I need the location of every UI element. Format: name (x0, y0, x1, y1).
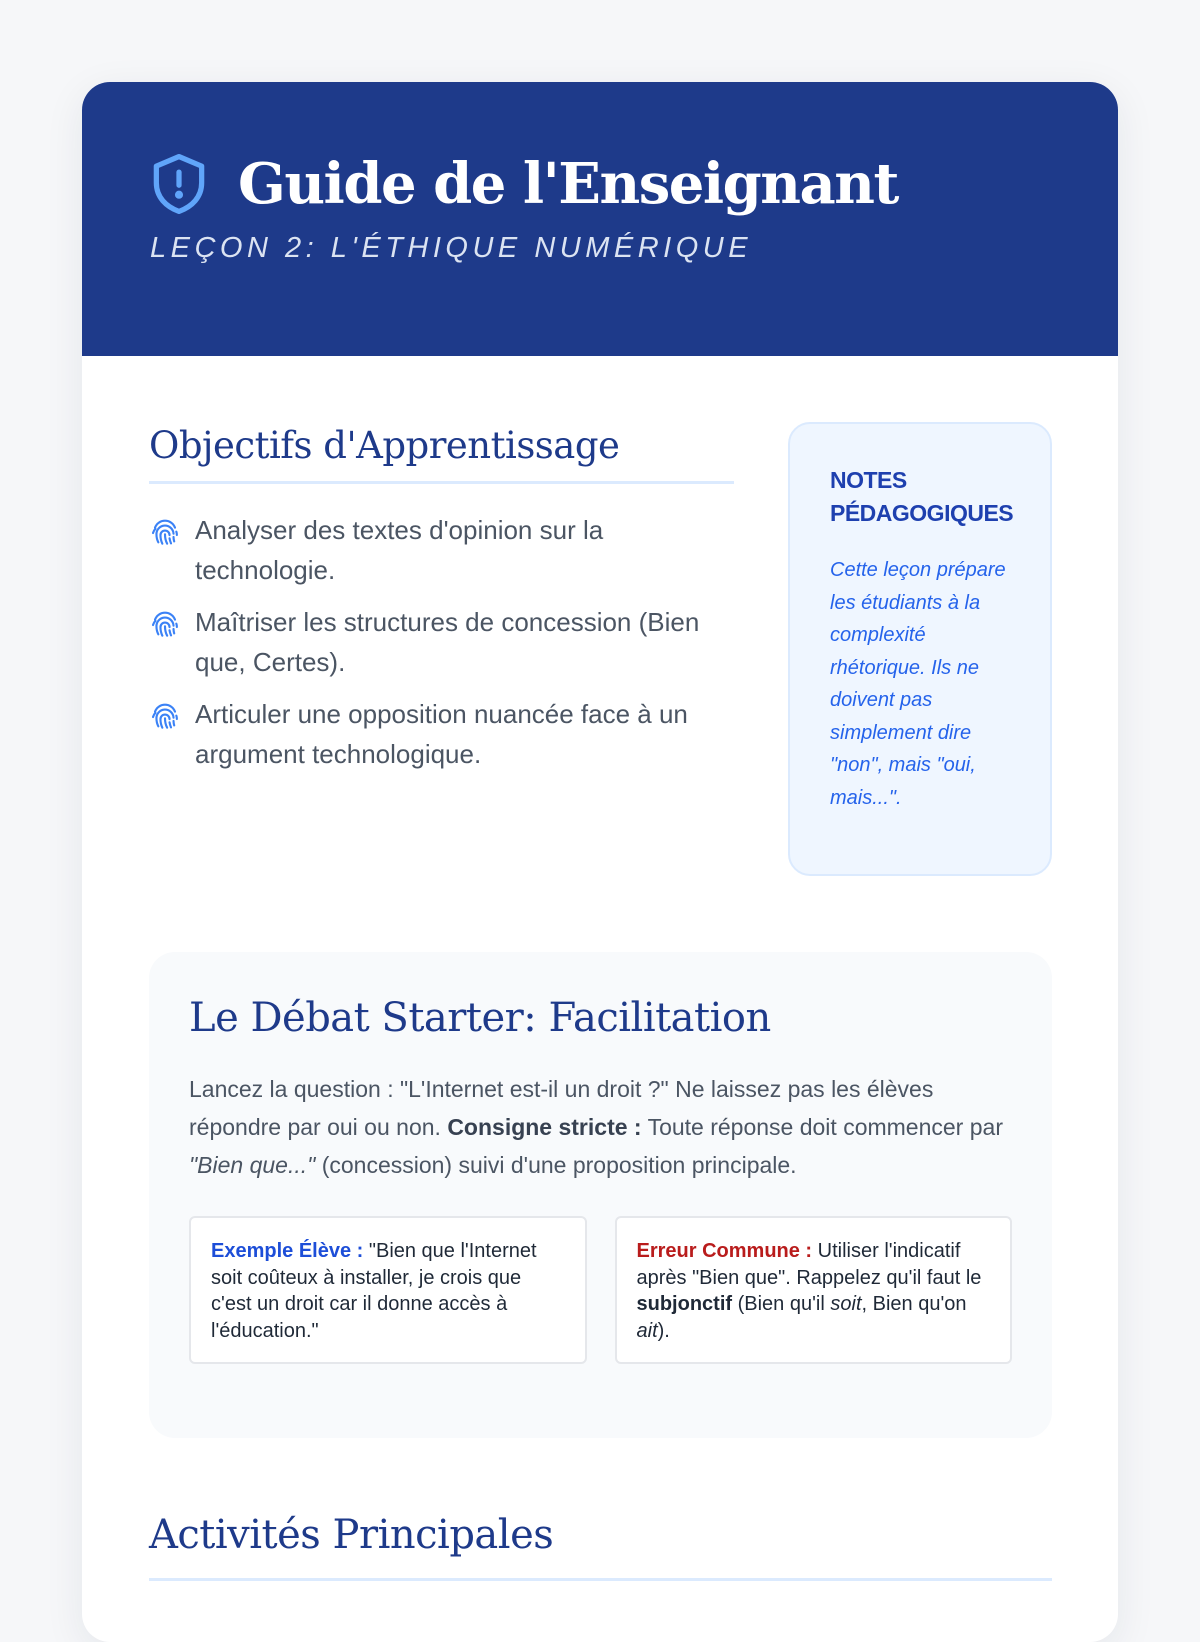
list-item (149, 510, 734, 590)
list-item (149, 602, 734, 682)
rule-text-2: (concession) suivi d'une proposition principale. (321, 1152, 797, 1178)
guide-card (82, 82, 1118, 1642)
page-title: Guide de l'Enseignant (238, 151, 898, 217)
teaching-notes (788, 422, 1052, 876)
shield-exclamation-icon (150, 153, 208, 215)
header-banner (82, 82, 1118, 356)
debate-section (149, 952, 1052, 1438)
lesson-subtitle: LEÇON 2: L'ÉTHIQUE NUMÉRIQUE (150, 232, 753, 264)
error-bold: subjonctif (636, 1293, 733, 1315)
debate-intro: Lancez la question : "L'Internet est-il un droit ?" Ne laissez pas les élèves répondre par oui ou non. (189, 1076, 934, 1140)
error-text-1: Utiliser l'indicatif après "Bien que". Rappelez qu'il faut le (636, 1240, 982, 1289)
fingerprint-icon (149, 510, 195, 590)
rule-quote: "Bien que..." (189, 1152, 316, 1178)
example-label: Exemple Élève : (211, 1240, 364, 1262)
objective-text: Analyser des textes d'opinion sur la technologie. (195, 515, 604, 585)
objectives-list (149, 510, 734, 774)
debate-instructions (189, 1070, 1012, 1184)
example-text: "Bien que l'Internet soit coûteux à installer, je crois que c'est un droit car il donne accès à l'éducation." (211, 1240, 537, 1342)
rule-label: Consigne stricte : (447, 1114, 642, 1140)
error-text-2: (Bien qu'il (737, 1293, 825, 1315)
activities-section (149, 1512, 1052, 1581)
objective-text: Articuler une opposition nuancée face à un argument technologique. (195, 699, 688, 769)
objectives-heading: Objectifs d'Apprentissage (149, 424, 734, 484)
error-em-1: soit (830, 1293, 862, 1315)
rule-text-1: Toute réponse doit commencer par (647, 1114, 1003, 1140)
error-box (615, 1216, 1013, 1364)
notes-title: NOTES PÉDAGOGIQUES (830, 467, 1014, 526)
objective-text: Maîtriser les structures de concession (Bien que, Certes). (195, 607, 700, 677)
notes-body: Cette leçon prépare les étudiants à la complexité rhétorique. Ils ne doivent pas simplement dire "non", mais "oui, mais...". (830, 559, 1006, 809)
error-text-3: , Bien qu'on (861, 1293, 967, 1315)
error-text-4: ). (657, 1319, 670, 1342)
fingerprint-icon (149, 694, 195, 774)
debate-heading: Le Débat Starter: Facilitation (189, 995, 771, 1041)
list-item (149, 694, 734, 774)
objectives-section (149, 424, 734, 786)
example-box (189, 1216, 587, 1364)
fingerprint-icon (149, 602, 195, 682)
error-em-2: ait (636, 1319, 658, 1342)
debate-callouts (189, 1216, 1012, 1364)
error-label: Erreur Commune : (636, 1240, 813, 1262)
activities-heading: Activités Principales (149, 1512, 1052, 1581)
